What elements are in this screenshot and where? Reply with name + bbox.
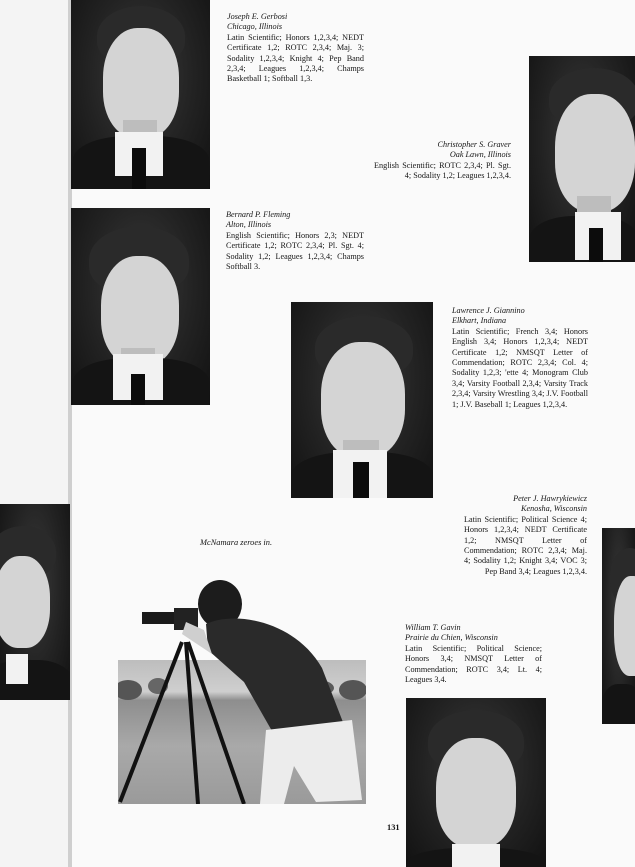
facing-page-portrait	[0, 504, 70, 700]
student-hometown: Prairie du Chien, Wisconsin	[405, 633, 498, 643]
student-activities: Latin Scientific; French 3,4; Honors English 3,4; Honors 1,2,3,4; NEDT Certificate 1,2; NMSQT Letter of Commendation; ROTC 2,3,4; Col. 4; Sodality 1,2,3; 'ette 4; Monogram Club 3,4; Varsity Football 2,3,4; Varsity Track 2,3,4; Varsity Wrestling 3,4; J.V. Football 1; J.V. Baseball 1; Leagues 1,2,3,4.	[452, 326, 588, 409]
bio-giannino	[452, 306, 588, 410]
student-activities: English Scientific; Honors 2,3; NEDT Certificate 1,2; ROTC 2,3,4; Pl. Sgt. 4; Sodality 1,2; Leagues 1,2,3,4; Champs Softball 3.	[226, 230, 364, 272]
student-hometown: Alton, Illinois	[226, 220, 272, 230]
photographer-sweater	[206, 618, 346, 738]
student-name: Christopher S. Graver	[437, 140, 511, 149]
portrait-gerbosi	[71, 0, 210, 189]
student-hometown: Chicago, Illinois	[227, 22, 283, 32]
student-name: Joseph E. Gerbosi	[227, 12, 288, 21]
portrait-giannino	[291, 302, 433, 498]
student-hometown: Kenosha, Wisconsin	[521, 504, 587, 514]
facing-page	[0, 0, 70, 867]
bio-gerbosi	[227, 12, 364, 85]
student-activities: Latin Scientific; Political Science 4; Honors 1,2,3,4; NEDT Certificate 1,2; NMSQT Letter of Commendation; ROTC 2,3,4; Maj. 4; Sodality 1,2; Knight 3,4; VOC 3; Pep Band 3,4; Leagues 1,2,3,4.	[464, 514, 587, 576]
student-activities: English Scientific; ROTC 2,3,4; Pl. Sgt. 4; Sodality 1,2; Leagues 1,2,3,4.	[374, 160, 511, 181]
student-hometown: Oak Lawn, Illinois	[449, 150, 511, 160]
bio-graver	[374, 140, 511, 182]
page-number: 131	[387, 823, 400, 832]
photo-caption: McNamara zeroes in.	[200, 538, 273, 547]
portrait-gavin	[406, 698, 546, 867]
bio-fleming	[226, 210, 364, 272]
student-activities: Latin Scientific; Political Science; Honors 3,4; NMSQT Letter of Commendation; ROTC 3,4; Lt. 4; Leagues 3,4.	[405, 643, 542, 685]
student-name: William T. Gavin	[405, 623, 461, 632]
student-name: Bernard P. Fleming	[226, 210, 291, 219]
portrait-graver	[529, 56, 635, 262]
portrait-fleming	[71, 208, 210, 405]
bio-hawrykiewicz	[464, 494, 587, 577]
portrait-hawrykiewicz	[602, 528, 635, 724]
bio-gavin	[405, 623, 542, 685]
student-name: Peter J. Hawrykiewicz	[513, 494, 587, 503]
photographer-photo	[116, 570, 366, 804]
photographer-trousers	[260, 720, 362, 804]
tripod-leg	[120, 642, 182, 802]
student-hometown: Elkhart, Indiana	[452, 316, 507, 326]
student-activities: Latin Scientific; Honors 1,2,3,4; NEDT Certificate 1,2; ROTC 2,3,4; Maj. 3; Sodality 1,2,3,4; Knight 4; Pep Band 2,3,4; Leagues 1,2,3,4; Champs Basketball 1; Softball 1,3.	[227, 32, 364, 84]
student-name: Lawrence J. Giannino	[452, 306, 525, 315]
